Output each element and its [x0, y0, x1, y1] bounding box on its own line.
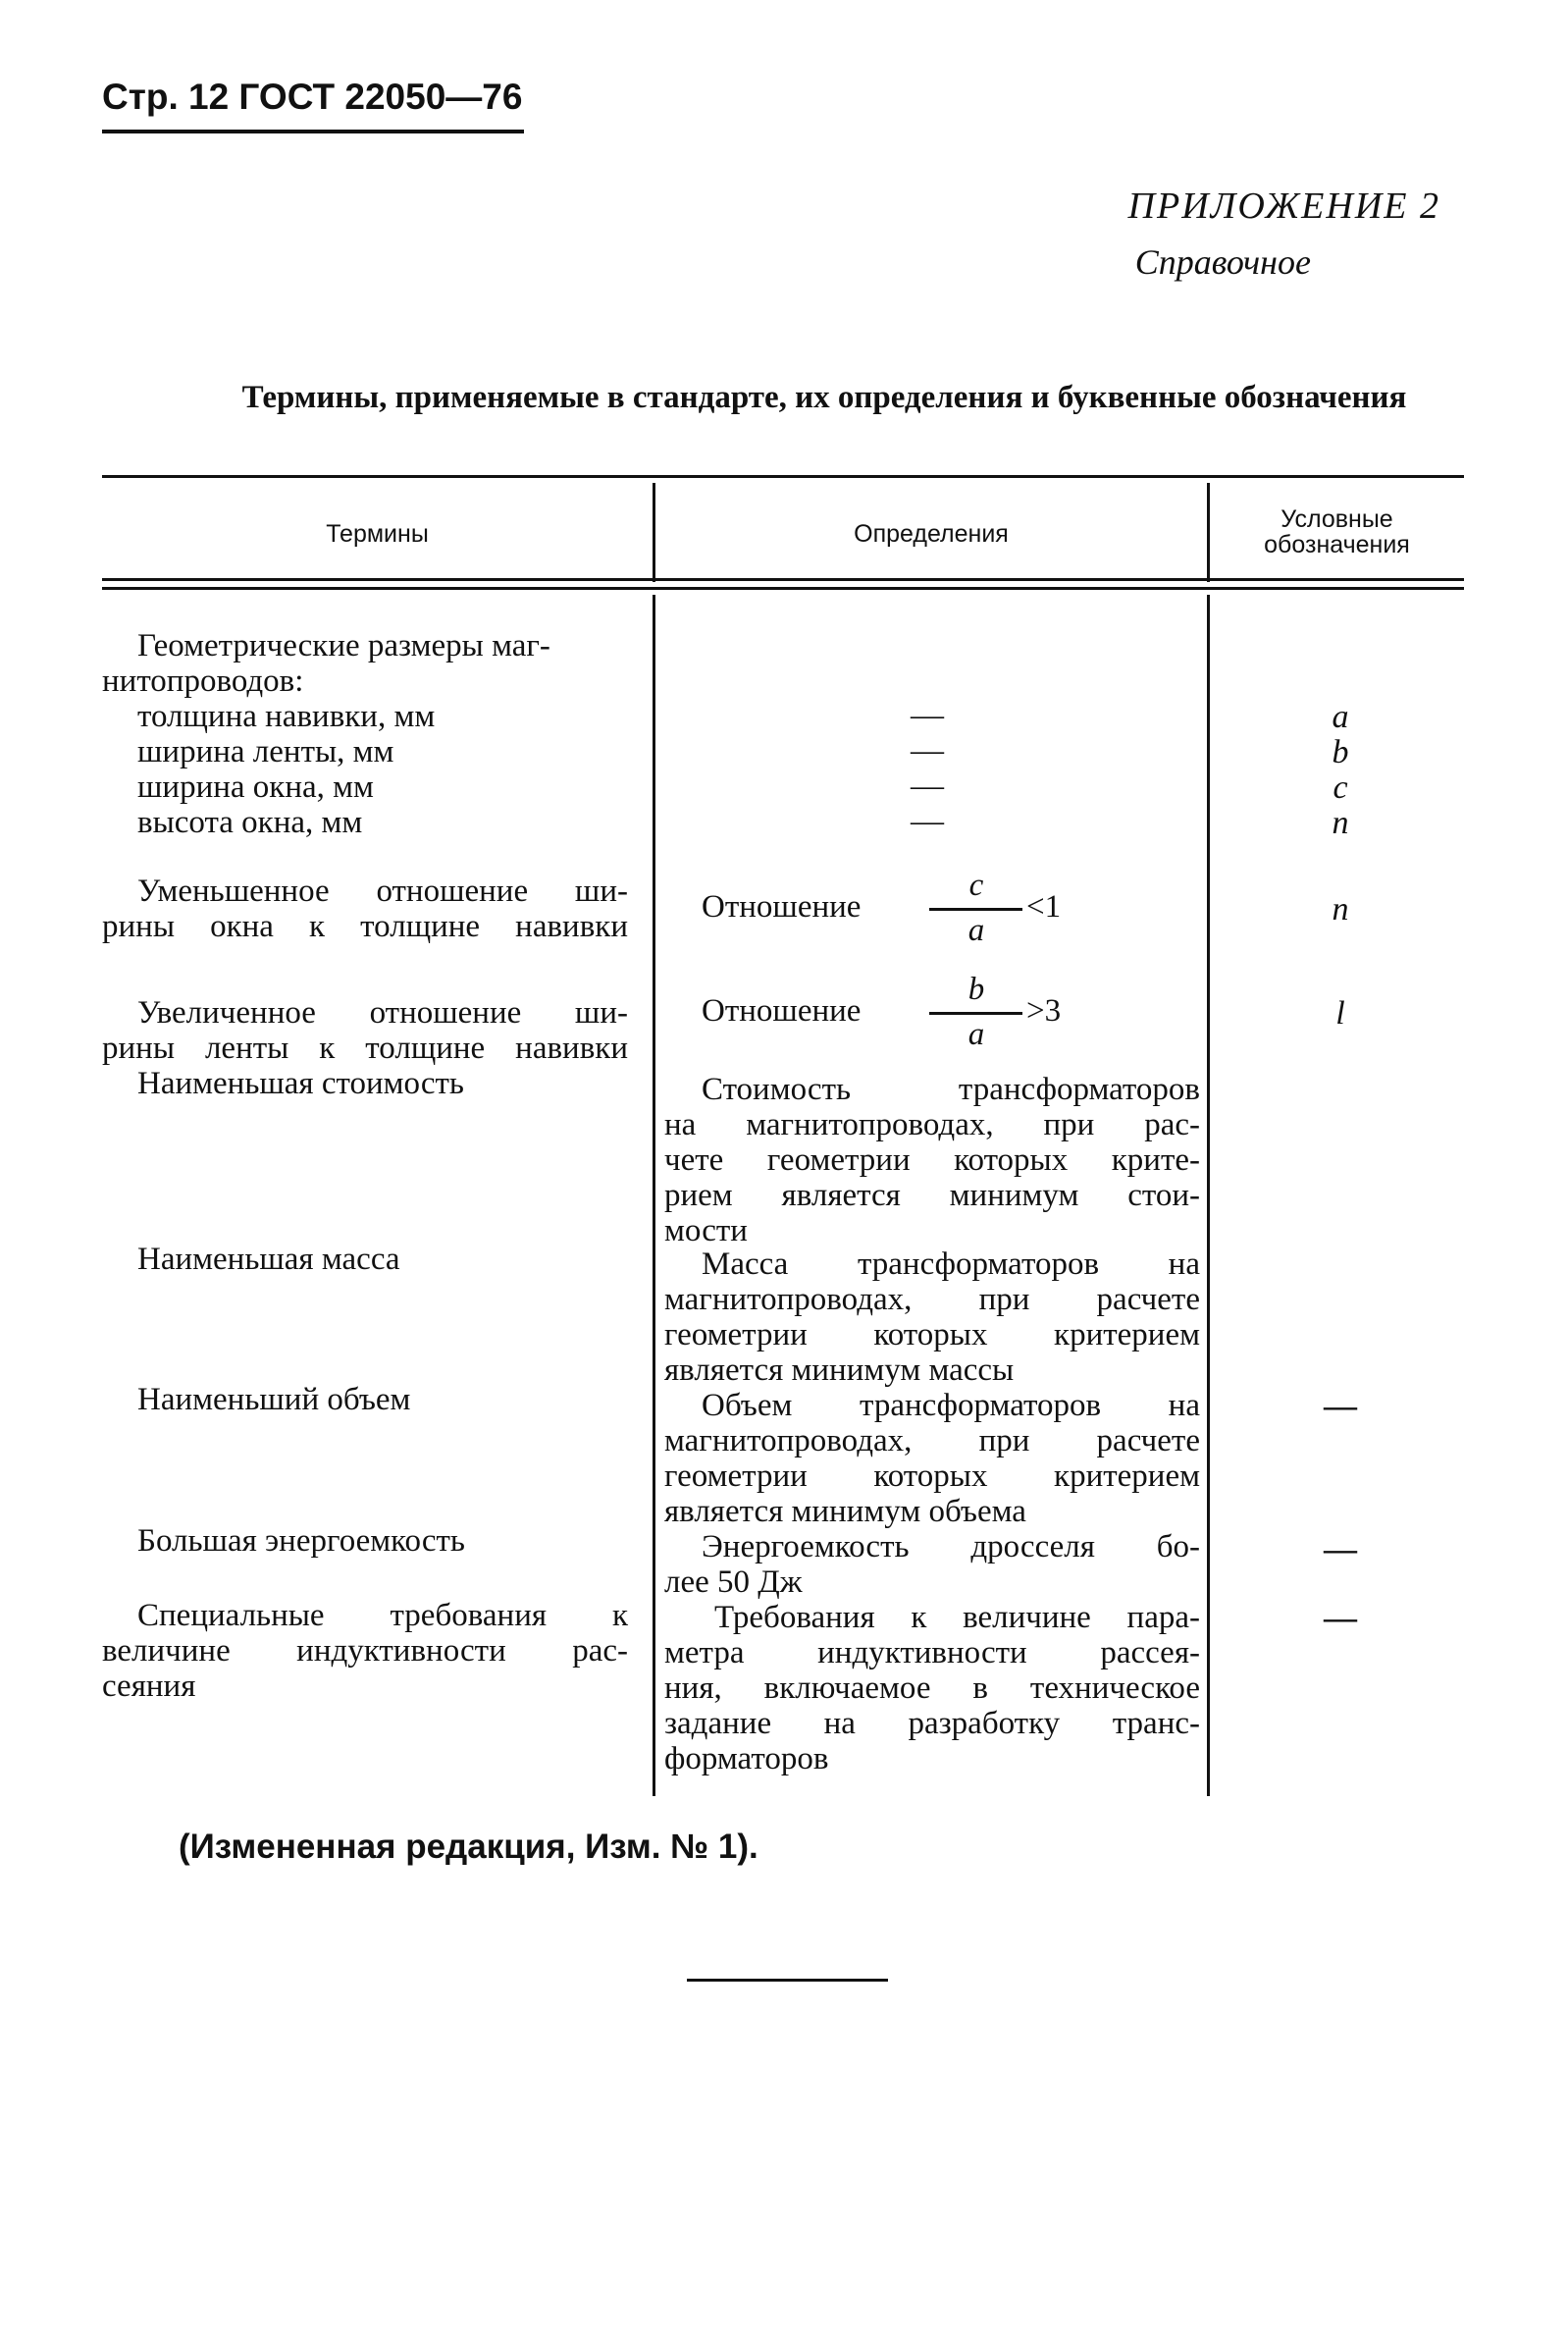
symbol-n: n — [1332, 891, 1349, 928]
definition-dash: — — [911, 697, 944, 733]
formula-numerator: b — [967, 972, 985, 1007]
term-reduced-ratio-line1: Уменьшенное отношение ши- — [137, 874, 628, 909]
symbol-a: a — [1332, 699, 1349, 735]
definition-min-cost-line5: мости — [664, 1213, 748, 1248]
column-header-symbols-1: Условные — [1281, 505, 1393, 533]
symbol-n: n — [1332, 805, 1349, 841]
header-rule-lower — [102, 587, 1464, 590]
definition-inductance-line4: задание на разработку транс- — [664, 1706, 1200, 1741]
fraction-bar — [929, 908, 1022, 911]
term-increased-ratio-line2: рины ленты к толщине навивки — [102, 1031, 628, 1066]
definition-min-mass-line1: Масса трансформаторов на — [702, 1246, 1200, 1282]
fraction-bar — [929, 1012, 1022, 1015]
definition-min-cost-line2: на магнитопроводах, при рас- — [664, 1107, 1200, 1142]
formula-denominator: a — [967, 1017, 985, 1052]
term-winding-thickness: толщина навивки, мм — [137, 699, 436, 734]
term-increased-ratio-line1: Увеличенное отношение ши- — [137, 995, 628, 1031]
column-header-definitions: Определения — [854, 520, 1009, 548]
reference-label: Справочное — [1134, 242, 1311, 282]
definition-dash: — — [911, 732, 944, 768]
table-title: Термины, применяемые в стандарте, их определения и буквенные обозначения — [241, 380, 1407, 415]
appendix-label: ПРИЛОЖЕНИЕ 2 — [1127, 186, 1440, 227]
term-tape-width: ширина ленты, мм — [137, 734, 394, 769]
term-inductance-line1: Специальные требования к — [137, 1598, 628, 1633]
definition-min-cost-line4: рием является минимум стои- — [664, 1178, 1200, 1213]
amendment-note: (Измененная редакция, Изм. № 1). — [179, 1828, 758, 1866]
definition-inductance-line1: Требования к величине пара- — [714, 1600, 1200, 1635]
formula-b-over-a — [702, 972, 1114, 1056]
definition-dash: — — [911, 803, 944, 839]
formula-relation: <1 — [1026, 889, 1062, 925]
symbol-dash: — — [1324, 1388, 1357, 1424]
header-rule — [102, 130, 524, 133]
header-rule-upper — [102, 578, 1464, 581]
definition-dash: — — [911, 768, 944, 804]
definition-energy-line2: лее 50 Дж — [664, 1564, 803, 1600]
symbol-l: l — [1335, 995, 1345, 1032]
formula-numerator: c — [968, 868, 984, 903]
end-rule — [687, 1979, 888, 1982]
symbol-dash: — — [1324, 1531, 1357, 1567]
definition-min-mass-line3: геометрии которых критерием — [664, 1317, 1200, 1352]
term-energy-capacity: Большая энергоемкость — [137, 1523, 465, 1559]
definition-min-volume-line4: является минимум объема — [664, 1494, 1026, 1529]
symbol-b: b — [1332, 734, 1349, 770]
page-header: Стр. 12 ГОСТ 22050—76 — [102, 77, 523, 117]
term-window-height: высота окна, мм — [137, 805, 363, 840]
definition-energy-line1: Энергоемкость дросселя бо- — [702, 1529, 1200, 1564]
term-geometry-line2: нитопроводов: — [102, 663, 304, 699]
formula-denominator: a — [967, 913, 985, 948]
term-inductance-line2: величине индуктивности рас- — [102, 1633, 628, 1669]
body-divider-2 — [1207, 595, 1210, 1796]
term-geometry-line1: Геометрические размеры маг- — [137, 628, 550, 663]
formula-label: Отношение — [702, 993, 862, 1029]
definition-inductance-line2: метра индуктивности рассея- — [664, 1635, 1200, 1670]
term-min-mass: Наименьшая масса — [137, 1242, 400, 1277]
term-window-width: ширина окна, мм — [137, 769, 374, 805]
definition-min-volume-line2: магнитопроводах, при расчете — [664, 1423, 1200, 1458]
formula-relation: >3 — [1026, 993, 1062, 1029]
definition-min-cost-line1: Стоимость трансформаторов — [702, 1072, 1200, 1107]
formula-c-over-a — [702, 868, 1114, 952]
definition-min-mass-line4: является минимум массы — [664, 1352, 1015, 1388]
symbol-c: c — [1333, 769, 1348, 806]
formula-label: Отношение — [702, 889, 862, 925]
table-top-rule — [102, 475, 1464, 478]
column-header-terms: Термины — [326, 520, 429, 548]
column-header-symbols-2: обозначения — [1264, 531, 1410, 558]
definition-min-mass-line2: магнитопроводах, при расчете — [664, 1282, 1200, 1317]
body-divider-1 — [653, 595, 655, 1796]
definition-inductance-line3: ния, включаемое в техническое — [664, 1670, 1200, 1706]
definition-min-cost-line3: чете геометрии которых крите- — [664, 1142, 1200, 1178]
term-reduced-ratio-line2: рины окна к толщине навивки — [102, 909, 628, 944]
term-min-volume: Наименьший объем — [137, 1382, 411, 1417]
term-inductance-line3: сеяния — [102, 1669, 196, 1704]
term-min-cost: Наименьшая стоимость — [137, 1066, 464, 1101]
definition-inductance-line5: форматоров — [664, 1741, 829, 1776]
symbol-dash: — — [1324, 1600, 1357, 1636]
definition-min-volume-line3: геометрии которых критерием — [664, 1458, 1200, 1494]
definition-min-volume-line1: Объем трансформаторов на — [702, 1388, 1200, 1423]
